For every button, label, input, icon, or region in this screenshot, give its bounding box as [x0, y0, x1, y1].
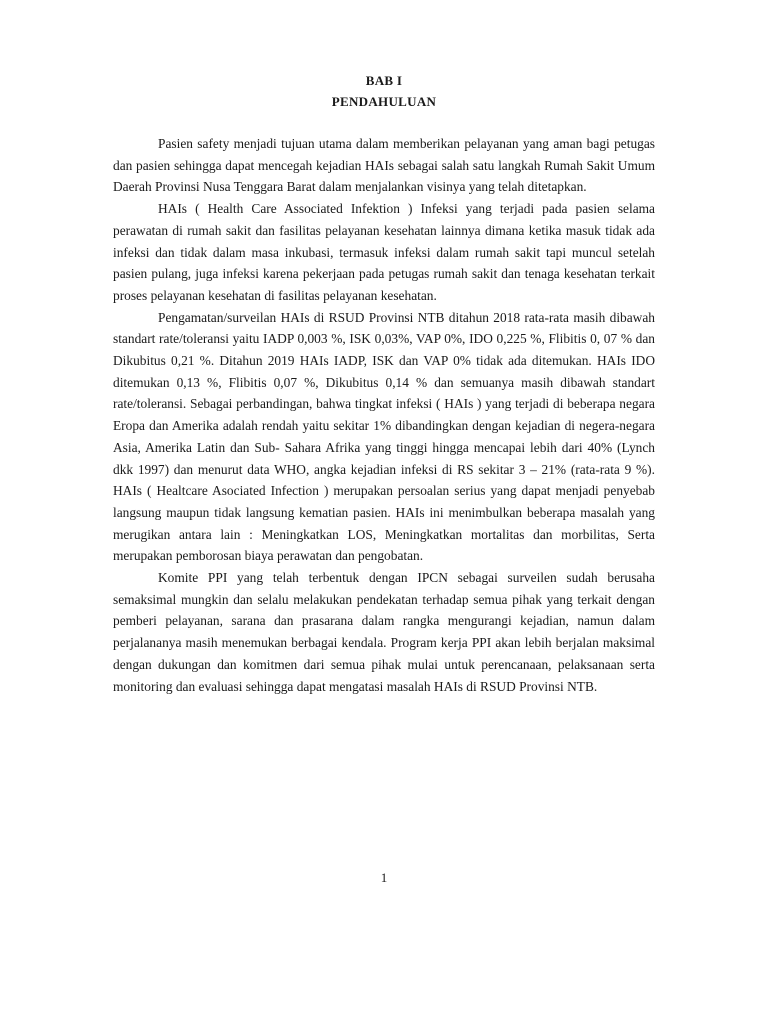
- chapter-title: PENDAHULUAN: [331, 94, 437, 109]
- paragraph-hais-definition: HAIs ( Health Care Associated Infektion ) Infeksi yang terjadi pada pasien selama perawatan di rumah sakit dan fasilitas pelayanan kesehatan lainnya dimana ketika masuk tidak ada infeksi dan tidak dalam masa inkubasi, termasuk infeksi dalam rumah sakit tapi muncul setelah pasien pulang, juga infeksi karena pekerjaan pada petugas rumah sakit dan tenaga kesehatan terkait proses pelayanan kesehatan di fasilitas pelayanan kesehatan.: [113, 201, 655, 303]
- page-number: 1: [380, 870, 388, 885]
- paragraph-ppi-committee: Komite PPI yang telah terbentuk dengan IPCN sebagai surveilen sudah berusaha semaksimal mungkin dan selalu melakukan pendekatan terhadap semua pihak yang terkait dengan pemberi pelayanan, sarana dan prasarana dalam rangka mengurangi kejadian, namun dalam perjalananya masih menemukan berbagai kendala. Program kerja PPI akan lebih berjalan maksimal dengan dukungan dan komitmen dari semua pihak mulai untuk perencanaan, pelaksanaan serta monitoring dan evaluasi sehingga dapat mengatasi masalah HAIs di RSUD Provinsi NTB.: [113, 570, 655, 694]
- paragraph-patient-safety: Pasien safety menjadi tujuan utama dalam memberikan pelayanan yang aman bagi petugas dan pasien sehingga dapat mencegah kejadian HAIs sebagai salah satu langkah Rumah Sakit Umum Daerah Provinsi Nusa Tenggara Barat dalam menjalankan visinya yang telah ditetapkan.: [113, 136, 655, 195]
- chapter-number: BAB I: [365, 73, 403, 88]
- paragraph-surveillance: Pengamatan/surveilan HAIs di RSUD Provinsi NTB ditahun 2018 rata-rata masih dibawah standart rate/toleransi yaitu IADP 0,003 %, ISK 0,03%, VAP 0%, IDO 0,225 %, Flibitis 0, 07 % dan Dikubitus 0,21 %. Ditahun 2019 HAIs IADP, ISK dan VAP 0% tidak ada ditemukan. HAIs IDO ditemukan 0,13 %, Flibitis 0,07 %, Dikubitus 0,14 % dan semuanya masih dibawah standart rate/toleransi. Sebagai perbandingan, bahwa tingkat infeksi ( HAIs ) yang terjadi di beberapa negara Eropa dan Amerika adalah rendah yaitu sekitar 1% dibandingkan dengan kejadian di negera-negara Asia, Amerika Latin dan Sub- Sahara Afrika yang tinggi hingga mencapai lebih dari 40% (Lynch dkk 1997) dan menurut data WHO, angka kejadian infeksi di RS sekitar 3 – 21% (rata-rata 9 %). HAIs ( Healtcare Asociated Infection ) merupakan persoalan serius yang dapat menjadi penyebab langsung maupun tidak langsung kematian pasien. HAIs ini menimbulkan beberapa masalah yang merugikan antara lain : Meningkatkan LOS, Meningkatkan mortalitas dan morbilitas, Serta merupakan pemborosan biaya perawatan dan pengobatan.: [113, 309, 655, 564]
- body-text: [113, 133, 655, 697]
